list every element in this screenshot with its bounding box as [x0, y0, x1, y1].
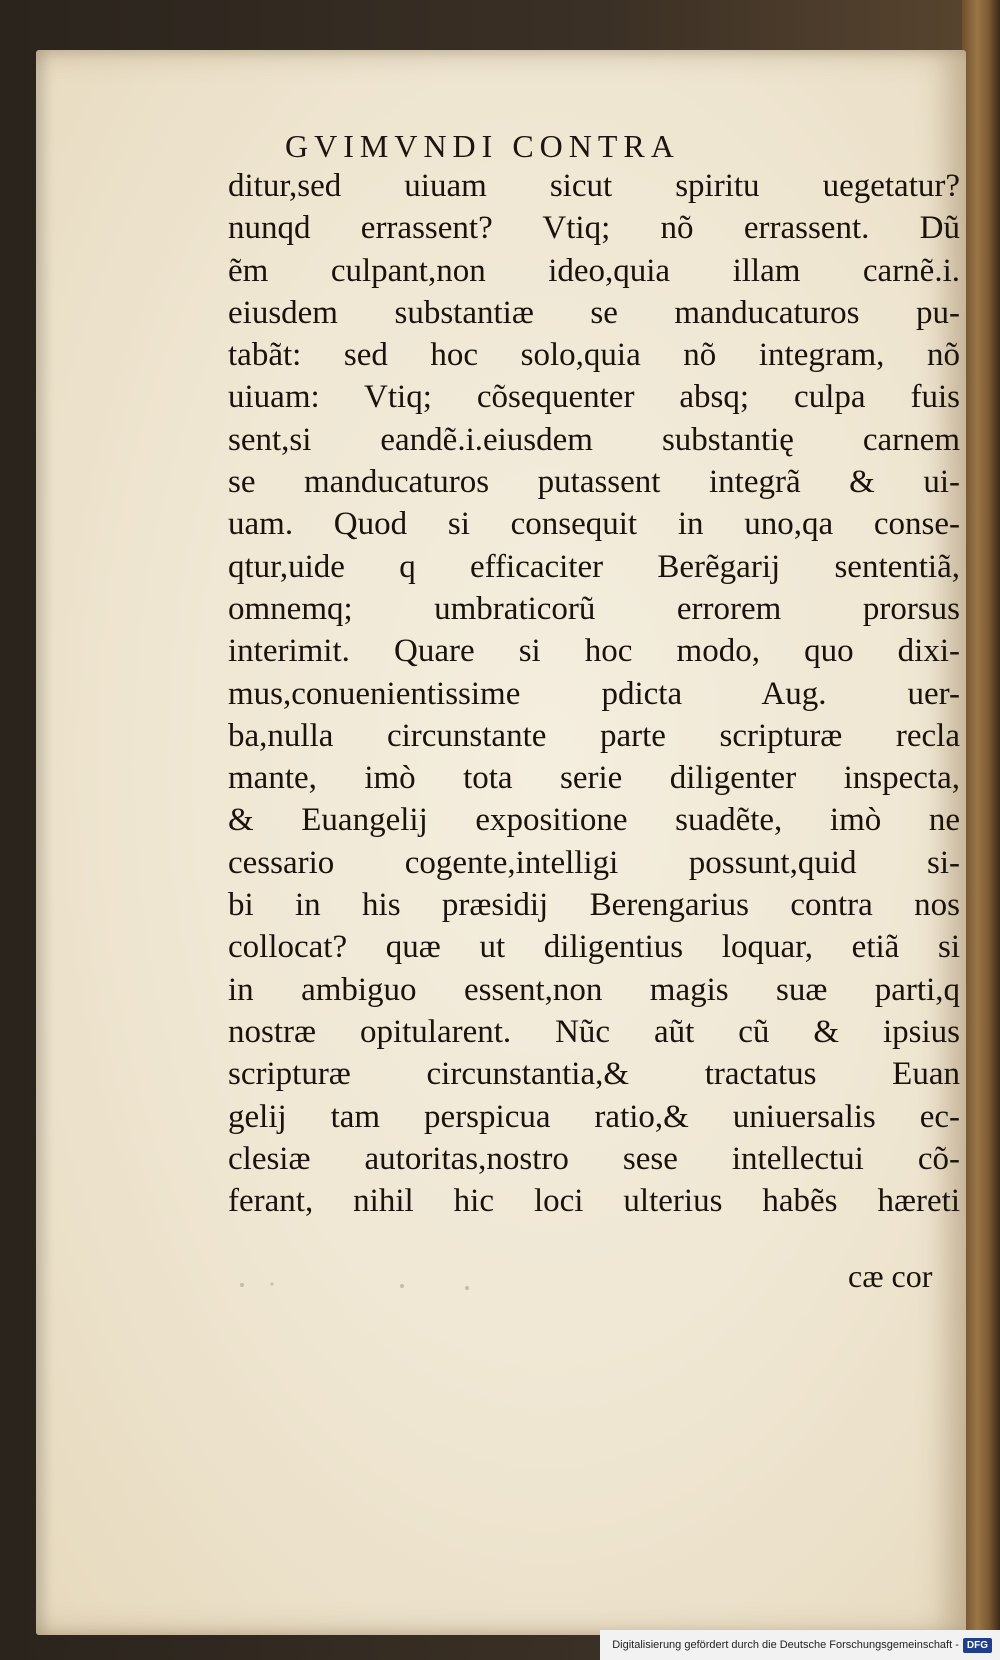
text-line: & Euangelij expositione suadẽte, imò ne	[228, 802, 960, 839]
text-line: uam. Quod si consequit in uno,qa conse-	[228, 506, 960, 543]
text-line: interimit. Quare si hoc modo, quo dixi-	[228, 633, 960, 670]
text-line: cessario cogente,intelligi possunt,quid si-	[228, 844, 960, 881]
text-line: qtur,uide q efficaciter Berẽgarij sententiã,	[228, 548, 960, 585]
body-text	[228, 165, 960, 1222]
text-line: omnemq; umbraticorũ errorem prorsus	[228, 590, 960, 627]
text-line: uiuam: Vtiq; cõsequenter absq; culpa fuis	[228, 379, 960, 416]
book-fore-edge	[962, 0, 1000, 1660]
text-line: eiusdem substantiæ se manducaturos pu-	[228, 294, 960, 331]
digitization-credit	[600, 1630, 1000, 1660]
catchword: cæ cor	[848, 1258, 933, 1294]
text-line: collocat? quæ ut diligentius loquar, etiã si	[228, 929, 960, 966]
text-line: bi in his præsidij Berengarius contra nos	[228, 887, 960, 924]
running-head: GVIMVNDI CONTRA	[285, 128, 680, 164]
text-line: sent,si eandẽ.i.eiusdem substantię carnem	[228, 421, 960, 458]
text-line: scripturæ circunstantia,& tractatus Euan	[228, 1056, 960, 1093]
text-line: mante, imò tota serie diligenter inspecta,	[228, 760, 960, 797]
credit-text: Digitalisierung gefördert durch die Deutsche Forschungsgemeinschaft -	[612, 1639, 959, 1651]
text-line: clesiæ autoritas,nostro sese intellectui cõ-	[228, 1140, 960, 1177]
text-line: gelij tam perspicua ratio,& uniuersalis ec-	[228, 1098, 960, 1135]
ink-smudges	[232, 1270, 532, 1300]
text-line: ẽm culpant,non ideo,quia illam carnẽ.i.	[228, 252, 960, 289]
text-line: ditur,sed uiuam sicut spiritu uegetatur?	[228, 168, 960, 204]
text-line: nostræ opitularent. Nũc aũt cũ & ipsius	[228, 1013, 960, 1050]
dfg-logo: DFG	[963, 1638, 992, 1653]
text-line: mus,conuenientissime pdicta Aug. uer-	[228, 675, 960, 712]
text-line: nunqd errassent? Vtiq; nõ errassent. Dũ	[228, 210, 960, 247]
text-line: ba,nulla circunstante parte scripturæ recla	[228, 717, 960, 754]
text-line: ferant, nihil hic loci ulterius habẽs hæreti	[228, 1183, 960, 1220]
text-line: se manducaturos putassent integrã & ui-	[228, 464, 960, 501]
text-line: in ambiguo essent,non magis suæ parti,q	[228, 971, 960, 1008]
text-line: tabãt: sed hoc solo,quia nõ integram, nõ	[228, 337, 960, 374]
